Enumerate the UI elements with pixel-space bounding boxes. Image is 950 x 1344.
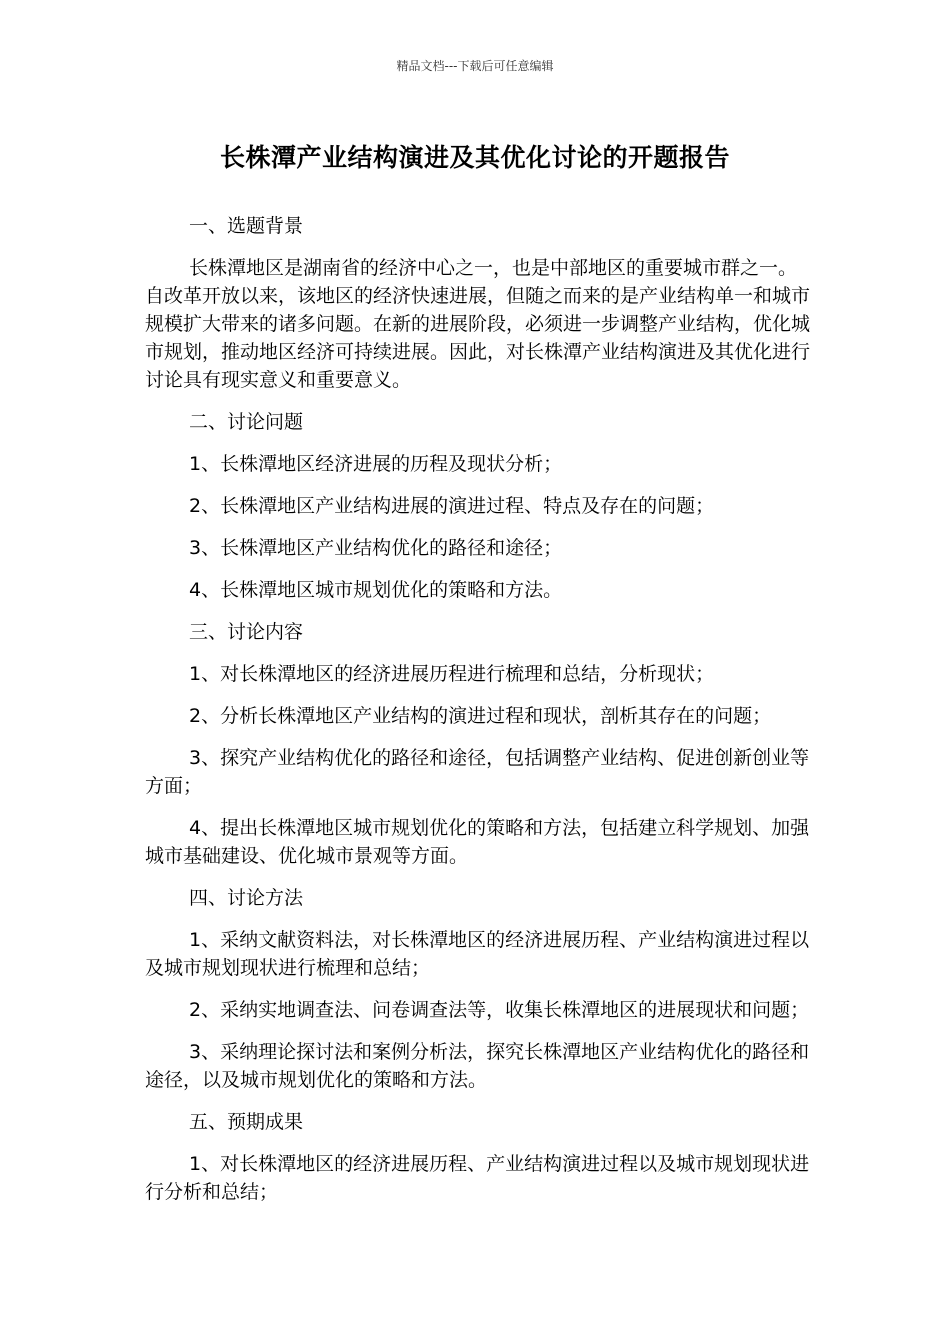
list-item: 4、长株潭地区城市规划优化的策略和方法。 xyxy=(189,579,563,601)
list-item: 3、探究产业结构优化的路径和途径，包括调整产业结构、促进创新创业等方面； xyxy=(145,747,810,797)
document-title: 长株潭产业结构演进及其优化讨论的开题报告 xyxy=(219,143,730,172)
paragraph: 长株潭地区是湖南省的经济中心之一，也是中部地区的重要城市群之一。自改革开放以来，该地区的经济快速进展，但随之而来的是产业结构单一和城市规模扩大带来的诸多问题。在新的进展阶段，必须进一步调整产业结构，优化城市规划，推动地区经济可持续进展。因此，对长株潭产业结构演进及其优化进行讨论具有现实意义和重要意义。 xyxy=(145,257,811,391)
list-item: 3、采纳理论探讨法和案例分析法，探究长株潭地区产业结构优化的路径和途径，以及城市规划优化的策略和方法。 xyxy=(145,1041,810,1091)
list-item: 1、对长株潭地区的经济进展历程进行梳理和总结，分析现状； xyxy=(189,663,715,685)
list-item: 2、分析长株潭地区产业结构的演进过程和现状，剖析其存在的问题； xyxy=(189,705,772,727)
list-item: 2、长株潭地区产业结构进展的演进过程、特点及存在的问题； xyxy=(189,495,715,517)
section-heading: 二、讨论问题 xyxy=(189,411,304,433)
list-item: 2、采纳实地调查法、问卷调查法等，收集长株潭地区的进展现状和问题； xyxy=(189,999,810,1021)
list-item: 3、长株潭地区产业结构优化的路径和途径； xyxy=(189,537,563,559)
section-heading: 三、讨论内容 xyxy=(189,621,304,643)
section-heading: 四、讨论方法 xyxy=(189,887,304,909)
list-item: 4、提出长株潭地区城市规划优化的策略和方法，包括建立科学规划、加强城市基础建设、优化城市景观等方面。 xyxy=(145,817,810,867)
document-body xyxy=(145,212,815,1206)
list-item: 1、长株潭地区经济进展的历程及现状分析； xyxy=(189,453,563,475)
page-header: 精品文档---下载后可任意编辑 xyxy=(396,59,554,73)
section-heading: 一、选题背景 xyxy=(189,215,304,237)
list-item: 1、采纳文献资料法，对长株潭地区的经济进展历程、产业结构演进过程以及城市规划现状进行梳理和总结； xyxy=(145,929,810,979)
section-heading: 五、预期成果 xyxy=(189,1111,304,1133)
list-item: 1、对长株潭地区的经济进展历程、产业结构演进过程以及城市规划现状进行分析和总结； xyxy=(145,1153,810,1203)
